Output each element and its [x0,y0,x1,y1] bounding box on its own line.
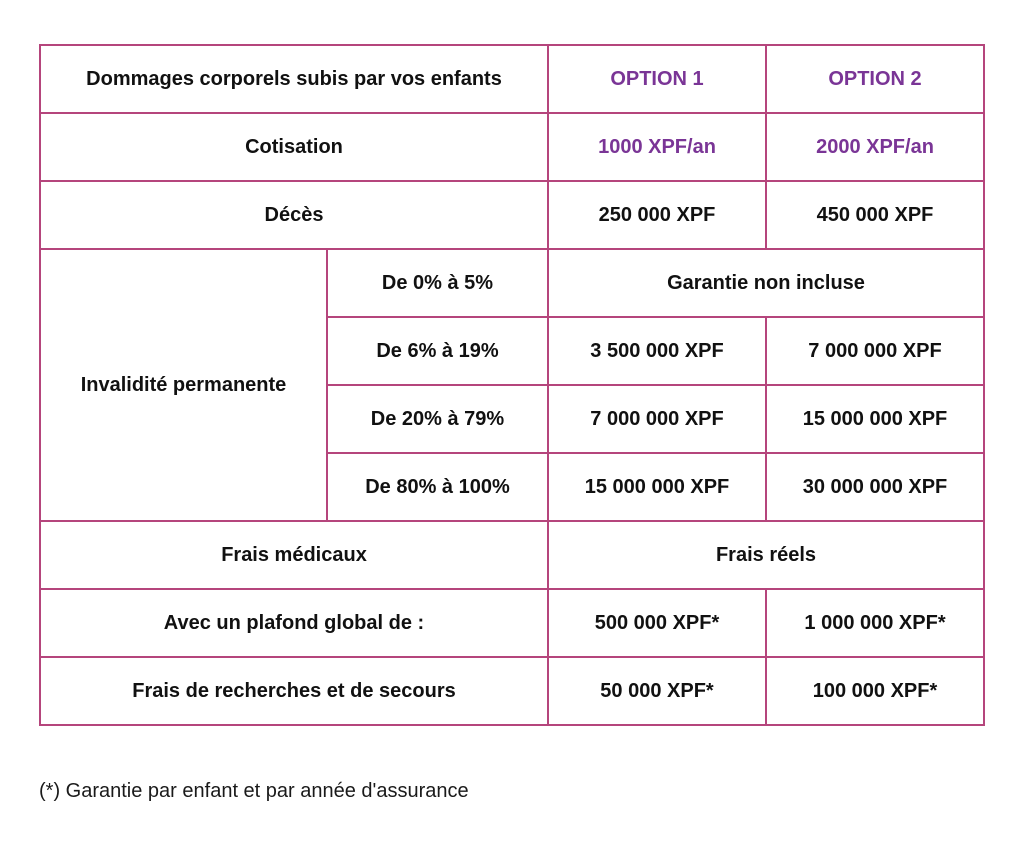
invalidite-option2: 15 000 000 XPF [766,385,984,453]
deces-row [40,181,984,249]
header-row [40,45,984,113]
recherches-row [40,657,984,725]
frais-medicaux-label: Frais médicaux [40,521,548,589]
cotisation-row [40,113,984,181]
frais-medicaux-value: Frais réels [548,521,984,589]
plafond-option2: 1 000 000 XPF* [766,589,984,657]
plafond-row [40,589,984,657]
invalidite-row [40,249,984,317]
footnote: (*) Garantie par enfant et par année d'assurance [39,780,469,802]
plafond-label: Avec un plafond global de : [40,589,548,657]
coverage-table [39,44,985,726]
invalidite-option2: 7 000 000 XPF [766,317,984,385]
recherches-option1: 50 000 XPF* [548,657,766,725]
deces-label: Décès [40,181,548,249]
recherches-option2: 100 000 XPF* [766,657,984,725]
cotisation-option2: 2000 XPF/an [766,113,984,181]
invalidite-range: De 80% à 100% [327,453,548,521]
invalidite-range: De 20% à 79% [327,385,548,453]
plafond-option1: 500 000 XPF* [548,589,766,657]
cotisation-option1: 1000 XPF/an [548,113,766,181]
invalidite-option1: 3 500 000 XPF [548,317,766,385]
frais-medicaux-row [40,521,984,589]
header-label: Dommages corporels subis par vos enfants [40,45,548,113]
option2-header: OPTION 2 [766,45,984,113]
invalidite-option1: 7 000 000 XPF [548,385,766,453]
invalidite-option2: 30 000 000 XPF [766,453,984,521]
deces-option1: 250 000 XPF [548,181,766,249]
invalidite-range: De 6% à 19% [327,317,548,385]
invalidite-option1: 15 000 000 XPF [548,453,766,521]
invalidite-range: De 0% à 5% [327,249,548,317]
invalidite-not-included: Garantie non incluse [548,249,984,317]
cotisation-label: Cotisation [40,113,548,181]
recherches-label: Frais de recherches et de secours [40,657,548,725]
invalidite-label: Invalidité permanente [40,249,327,521]
deces-option2: 450 000 XPF [766,181,984,249]
option1-header: OPTION 1 [548,45,766,113]
